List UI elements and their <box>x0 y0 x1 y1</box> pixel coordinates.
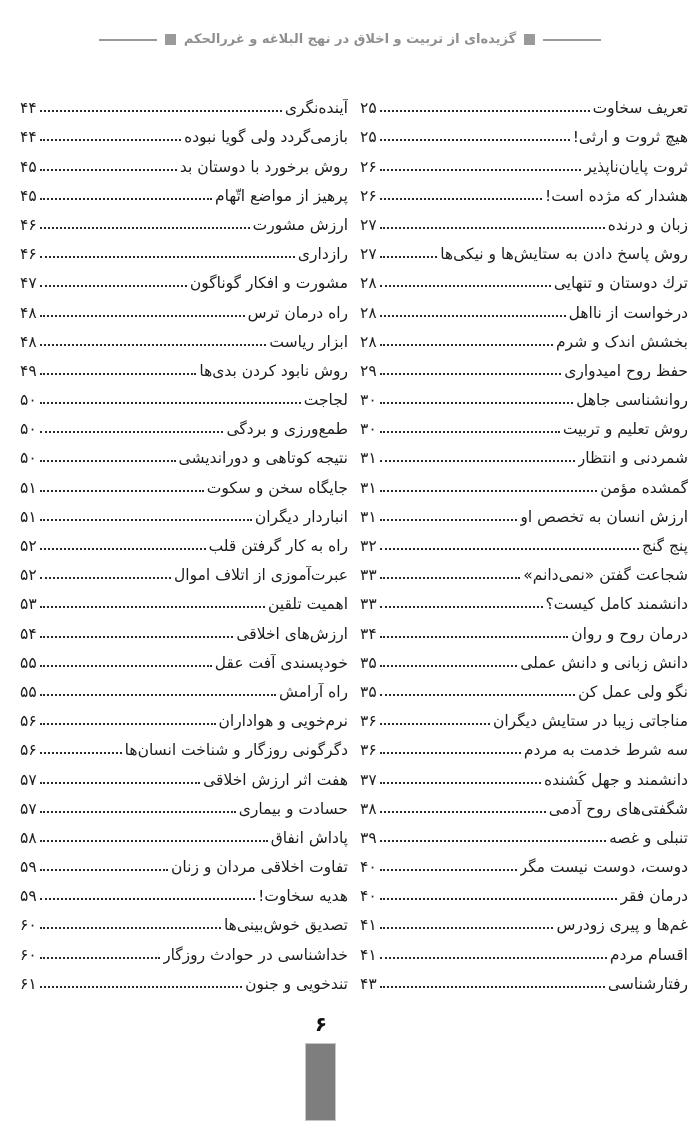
toc-entry-title: انباردار دیگران <box>254 507 348 526</box>
toc-entry <box>20 934 348 963</box>
toc-entry <box>360 818 688 847</box>
toc-entry-page: ۴۷ <box>20 274 37 293</box>
dot-leader <box>40 460 176 462</box>
toc-entry-title: مشورت و افکار گوناگون <box>189 274 348 293</box>
dot-leader <box>380 811 546 813</box>
toc-entry <box>20 146 348 175</box>
toc-entry-page: ۴۹ <box>20 361 37 380</box>
toc-entry-title: هدیه سخاوت! <box>258 887 348 906</box>
toc-entry <box>360 555 688 584</box>
dot-leader <box>380 431 560 433</box>
toc-entry-page: ۴۴ <box>20 128 37 147</box>
toc-entry-title: هیچ ثروت و ارثی! <box>572 128 688 147</box>
dot-leader <box>40 898 255 900</box>
toc-entry-title: راه درمان ترس <box>247 303 348 322</box>
toc-entry-title: غم‌ها و پیری زودرس <box>556 916 688 935</box>
toc-entry-page: ۲۵ <box>360 99 377 118</box>
toc-entry <box>360 584 688 613</box>
toc-entry <box>360 643 688 672</box>
toc-entry <box>360 934 688 963</box>
dot-leader <box>380 460 575 462</box>
toc-entry-title: طمع‌ورزی و بردگی <box>226 420 348 439</box>
dot-leader <box>40 811 236 813</box>
toc-entry-title: ارزش مشورت <box>252 215 348 234</box>
toc-entry-title: روش تعلیم و تربیت <box>562 420 688 439</box>
toc-entry-title: ترك دوستان و تنهایی <box>553 274 688 293</box>
toc-entry <box>20 789 348 818</box>
toc-entry-page: ۳۱ <box>360 478 377 497</box>
dot-leader <box>40 198 212 200</box>
bookmark-tab <box>305 1043 336 1121</box>
toc-entry-page: ۶۰ <box>20 916 37 935</box>
toc-entry-page: ۴۶ <box>20 215 37 234</box>
dot-leader <box>40 110 282 112</box>
toc-entry <box>360 88 688 117</box>
toc-entry-page: ۴۱ <box>360 945 377 964</box>
toc-entry <box>20 292 348 321</box>
table-of-contents <box>20 88 688 993</box>
toc-entry-title: حفظ روح امیدواری <box>564 361 688 380</box>
toc-entry <box>20 467 348 496</box>
toc-entry-page: ۴۸ <box>20 332 37 351</box>
toc-entry <box>20 438 348 467</box>
toc-entry-page: ۳۸ <box>360 799 377 818</box>
toc-entry-title: درخواست از نااهل <box>568 303 688 322</box>
toc-entry <box>20 964 348 993</box>
toc-entry-page: ۵۷ <box>20 770 37 789</box>
toc-entry-title: نتیجه کوتاهی و دوراندیشی <box>178 449 348 468</box>
toc-entry-page: ۵۶ <box>20 741 37 760</box>
toc-entry-page: ۳۳ <box>360 566 377 585</box>
toc-entry-title: خداشناسی در حوادث روزگار <box>163 945 348 964</box>
toc-entry-title: بازمی‌گردد ولی گویا نبوده <box>184 128 348 147</box>
toc-entry-page: ۵۵ <box>20 653 37 672</box>
dot-leader <box>380 227 605 229</box>
toc-entry <box>360 146 688 175</box>
toc-entry <box>20 876 348 905</box>
dot-leader <box>40 957 160 959</box>
toc-entry-title: شجاعت گفتن «نمی‌دانم» <box>523 566 688 585</box>
toc-entry-page: ۳۰ <box>360 391 377 410</box>
toc-entry <box>20 88 348 117</box>
toc-entry-title: دانشمند کامل کیست؟ <box>545 595 688 614</box>
toc-entry-title: عبرت‌آموزی از اتلاف اموال <box>174 566 348 585</box>
toc-entry-title: تصدیق خوش‌بینی‌ها <box>223 916 348 935</box>
toc-entry <box>20 263 348 292</box>
dot-leader <box>40 431 224 433</box>
dot-leader <box>380 490 598 492</box>
toc-entry-title: شمردنی و انتظار <box>577 449 688 468</box>
toc-entry <box>20 613 348 642</box>
toc-entry-page: ۲۶ <box>360 157 377 176</box>
dot-leader <box>40 840 268 842</box>
toc-entry-page: ۲۶ <box>360 186 377 205</box>
toc-entry-page: ۵۰ <box>20 449 37 468</box>
toc-entry <box>360 438 688 467</box>
dot-leader <box>380 402 573 404</box>
toc-entry-title: بخشش اندک و شرم <box>556 332 688 351</box>
toc-entry-title: پنج گنج <box>642 537 688 555</box>
toc-entry-title: روانشناسی جاهل <box>576 391 688 410</box>
toc-entry-title: لجاجت <box>303 391 348 410</box>
toc-entry-title: جایگاه سخن و سکوت <box>206 478 348 497</box>
dot-leader <box>40 519 252 521</box>
toc-entry-page: ۶۰ <box>20 945 37 964</box>
dot-leader <box>380 110 590 112</box>
toc-entry <box>360 467 688 496</box>
header-rule-right <box>543 39 601 41</box>
toc-entry-title: هشدار که مژده است! <box>544 186 688 205</box>
toc-entry-page: ۲۸ <box>360 332 377 351</box>
toc-entry <box>20 584 348 613</box>
toc-entry-page: ۲۸ <box>360 274 377 293</box>
toc-column-left <box>20 88 348 993</box>
dot-leader <box>380 519 518 521</box>
toc-entry-title: درمان فقر <box>620 887 688 906</box>
toc-entry-page: ۲۷ <box>360 245 377 264</box>
dot-leader <box>380 782 541 784</box>
dot-leader <box>40 490 204 492</box>
toc-entry <box>20 701 348 730</box>
toc-entry <box>20 555 348 584</box>
toc-entry <box>20 759 348 788</box>
dot-leader <box>380 344 553 346</box>
dot-leader <box>40 548 206 550</box>
toc-entry-title: تفاوت اخلاقی مردان و زنان <box>171 858 348 877</box>
page-number: ۶ <box>314 1012 328 1036</box>
toc-entry-page: ۵۴ <box>20 624 37 643</box>
toc-entry-title: راه به کار گرفتن قلب <box>208 537 348 555</box>
dot-leader <box>380 957 607 959</box>
toc-entry-title: پاداش انفاق <box>270 828 348 847</box>
toc-entry-page: ۳۶ <box>360 712 377 731</box>
toc-entry-title: شگفتی‌های روح آدمی <box>548 799 688 818</box>
toc-entry <box>360 351 688 380</box>
toc-entry <box>360 905 688 934</box>
toc-entry-page: ۴۰ <box>360 858 377 877</box>
dot-leader <box>380 577 521 579</box>
toc-entry-title: دگرگونی روزگار و شناخت انسان‌ها <box>124 741 348 760</box>
toc-entry <box>360 497 688 526</box>
toc-entry-page: ۵۹ <box>20 887 37 906</box>
dot-leader <box>40 344 267 346</box>
toc-entry <box>20 117 348 146</box>
toc-entry-title: دانش زبانی و دانش عملی <box>520 653 688 672</box>
toc-entry-page: ۵۱ <box>20 478 37 497</box>
header-square-left-icon <box>165 34 176 45</box>
dot-leader <box>380 986 605 988</box>
dot-leader <box>40 869 168 871</box>
toc-entry <box>360 789 688 818</box>
toc-entry <box>360 117 688 146</box>
toc-entry <box>360 613 688 642</box>
toc-entry <box>360 672 688 701</box>
toc-entry-page: ۴۵ <box>20 186 37 205</box>
dot-leader <box>380 548 639 550</box>
toc-entry <box>20 672 348 701</box>
toc-entry <box>20 176 348 205</box>
toc-entry <box>360 176 688 205</box>
toc-entry-page: ۴۳ <box>360 974 377 993</box>
toc-entry-page: ۳۹ <box>360 828 377 847</box>
dot-leader <box>40 665 212 667</box>
toc-entry <box>360 205 688 234</box>
toc-entry-page: ۶۱ <box>20 974 37 993</box>
toc-entry-page: ۲۸ <box>360 303 377 322</box>
dot-leader <box>380 169 582 171</box>
toc-entry-title: حسادت و بیماری <box>238 799 348 818</box>
dot-leader <box>380 606 543 608</box>
toc-entry-page: ۲۵ <box>360 128 377 147</box>
dot-leader <box>40 256 295 258</box>
dot-leader <box>380 694 575 696</box>
toc-entry-page: ۳۵ <box>360 653 377 672</box>
toc-entry <box>360 234 688 263</box>
toc-entry <box>20 380 348 409</box>
toc-entry-page: ۵۲ <box>20 566 37 585</box>
dot-leader <box>40 373 197 375</box>
toc-entry <box>20 526 348 555</box>
toc-entry <box>360 730 688 759</box>
dot-leader <box>40 986 242 988</box>
toc-entry <box>20 205 348 234</box>
toc-entry <box>360 409 688 438</box>
toc-entry-page: ۴۵ <box>20 157 37 176</box>
toc-entry <box>360 263 688 292</box>
dot-leader <box>380 139 570 141</box>
toc-entry-title: سه شرط خدمت به مردم <box>523 741 688 760</box>
toc-entry-page: ۳۴ <box>360 624 377 643</box>
toc-entry-title: نرم‌خویی و هواداران <box>218 712 348 731</box>
toc-entry-page: ۵۲ <box>20 537 37 555</box>
toc-entry <box>20 643 348 672</box>
toc-entry <box>20 847 348 876</box>
toc-entry-page: ۴۸ <box>20 303 37 322</box>
toc-entry <box>20 905 348 934</box>
toc-entry <box>20 497 348 526</box>
toc-entry-page: ۳۵ <box>360 682 377 701</box>
toc-entry-title: روش برخورد با دوستان بد <box>179 157 348 176</box>
toc-entry-title: اهمیت تلقین <box>267 595 348 614</box>
header-square-right-icon <box>524 34 535 45</box>
toc-entry-title: نگو ولی عمل کن <box>578 682 688 701</box>
dot-leader <box>40 577 171 579</box>
toc-entry <box>20 322 348 351</box>
dot-leader <box>380 198 542 200</box>
dot-leader <box>380 927 554 929</box>
toc-entry <box>360 876 688 905</box>
dot-leader <box>380 285 551 287</box>
dot-leader <box>40 285 187 287</box>
toc-entry-title: هفت اثر ارزش اخلاقی <box>203 770 348 789</box>
toc-entry-title: تندخویی و جنون <box>245 974 348 993</box>
toc-entry <box>20 730 348 759</box>
toc-entry-title: ثروت پایان‌ناپذیر <box>584 157 688 176</box>
toc-entry-page: ۴۴ <box>20 99 37 118</box>
toc-entry-title: درمان روح و روان <box>571 624 688 643</box>
toc-entry-title: رفتارشناسی <box>607 974 688 993</box>
toc-entry-page: ۵۵ <box>20 682 37 701</box>
toc-entry-title: زبان و درنده <box>607 215 688 234</box>
dot-leader <box>380 315 566 317</box>
toc-entry-title: اقسام مردم <box>609 945 688 964</box>
header-rule-left <box>99 39 157 41</box>
dot-leader <box>40 723 216 725</box>
toc-entry-page: ۵۰ <box>20 391 37 410</box>
toc-entry-title: رازداری <box>297 245 348 264</box>
toc-entry-title: تنبلی و غصه <box>609 828 688 847</box>
toc-entry-page: ۵۶ <box>20 712 37 731</box>
toc-entry-title: راه آرامش <box>278 682 348 701</box>
dot-leader <box>40 315 245 317</box>
toc-entry-page: ۲۷ <box>360 215 377 234</box>
toc-entry <box>360 701 688 730</box>
toc-entry <box>360 526 688 555</box>
toc-entry-title: ارزش‌های اخلاقی <box>236 624 348 643</box>
toc-entry-title: روش نابود کردن بدی‌ها <box>199 361 348 380</box>
toc-column-right <box>360 88 688 993</box>
toc-entry-page: ۴۰ <box>360 887 377 906</box>
dot-leader <box>40 169 177 171</box>
toc-entry-title: مناجاتی زیبا در ستایش دیگران <box>492 712 688 731</box>
toc-entry-page: ۵۹ <box>20 858 37 877</box>
toc-entry-page: ۳۷ <box>360 770 377 789</box>
dot-leader <box>40 694 276 696</box>
toc-entry <box>360 380 688 409</box>
dot-leader <box>40 752 122 754</box>
toc-entry <box>360 964 688 993</box>
toc-entry-title: ابزار ریاست <box>269 332 348 351</box>
toc-entry-page: ۲۹ <box>360 361 377 380</box>
running-head-title: گزیده‌ای از تربیت و اخلاق در نهج البلاغه و غررالحکم <box>183 32 517 47</box>
running-head <box>0 32 700 47</box>
toc-entry <box>20 351 348 380</box>
toc-entry-title: دوست، دوست نیست مگر <box>519 858 688 877</box>
toc-entry <box>360 322 688 351</box>
toc-entry-page: ۵۷ <box>20 799 37 818</box>
toc-entry-page: ۳۳ <box>360 595 377 614</box>
toc-entry <box>20 234 348 263</box>
dot-leader <box>380 636 569 638</box>
toc-entry-title: تعریف سخاوت <box>592 99 688 118</box>
toc-entry-title: روش پاسخ دادن به ستایش‌ها و نیکی‌ها <box>440 245 688 264</box>
toc-entry-page: ۳۱ <box>360 507 377 526</box>
toc-entry <box>360 292 688 321</box>
toc-entry-page: ۳۲ <box>360 537 377 555</box>
toc-entry-title: پرهیز از مواضع اتّهام <box>215 186 348 205</box>
dot-leader <box>380 373 562 375</box>
toc-entry <box>360 847 688 876</box>
toc-entry <box>20 409 348 438</box>
toc-entry-page: ۵۱ <box>20 507 37 526</box>
toc-entry <box>360 759 688 788</box>
dot-leader <box>40 139 182 141</box>
toc-entry-page: ۴۶ <box>20 245 37 264</box>
toc-entry-title: آینده‌نگری <box>284 99 348 118</box>
toc-entry-page: ۵۸ <box>20 828 37 847</box>
dot-leader <box>40 227 250 229</box>
toc-entry-title: خودپسندی آفت عقل <box>214 653 348 672</box>
toc-entry-page: ۳۶ <box>360 741 377 760</box>
dot-leader <box>380 723 490 725</box>
dot-leader <box>380 840 606 842</box>
toc-entry-page: ۳۰ <box>360 420 377 439</box>
dot-leader <box>40 606 265 608</box>
toc-entry-page: ۳۱ <box>360 449 377 468</box>
toc-entry-title: گمشده مؤمن <box>600 478 688 497</box>
dot-leader <box>380 898 618 900</box>
toc-entry-page: ۵۳ <box>20 595 37 614</box>
dot-leader <box>40 782 200 784</box>
toc-entry-page: ۵۰ <box>20 420 37 439</box>
dot-leader <box>380 752 521 754</box>
dot-leader <box>40 636 234 638</box>
dot-leader <box>40 402 301 404</box>
dot-leader <box>40 927 221 929</box>
toc-entry-title: دانشمند و جهل کُشنده <box>544 770 688 789</box>
toc-entry <box>20 818 348 847</box>
dot-leader <box>380 665 518 667</box>
dot-leader <box>380 869 517 871</box>
toc-entry-page: ۴۱ <box>360 916 377 935</box>
dot-leader <box>380 256 438 258</box>
toc-entry-title: ارزش انسان به تخصص او <box>520 507 688 526</box>
